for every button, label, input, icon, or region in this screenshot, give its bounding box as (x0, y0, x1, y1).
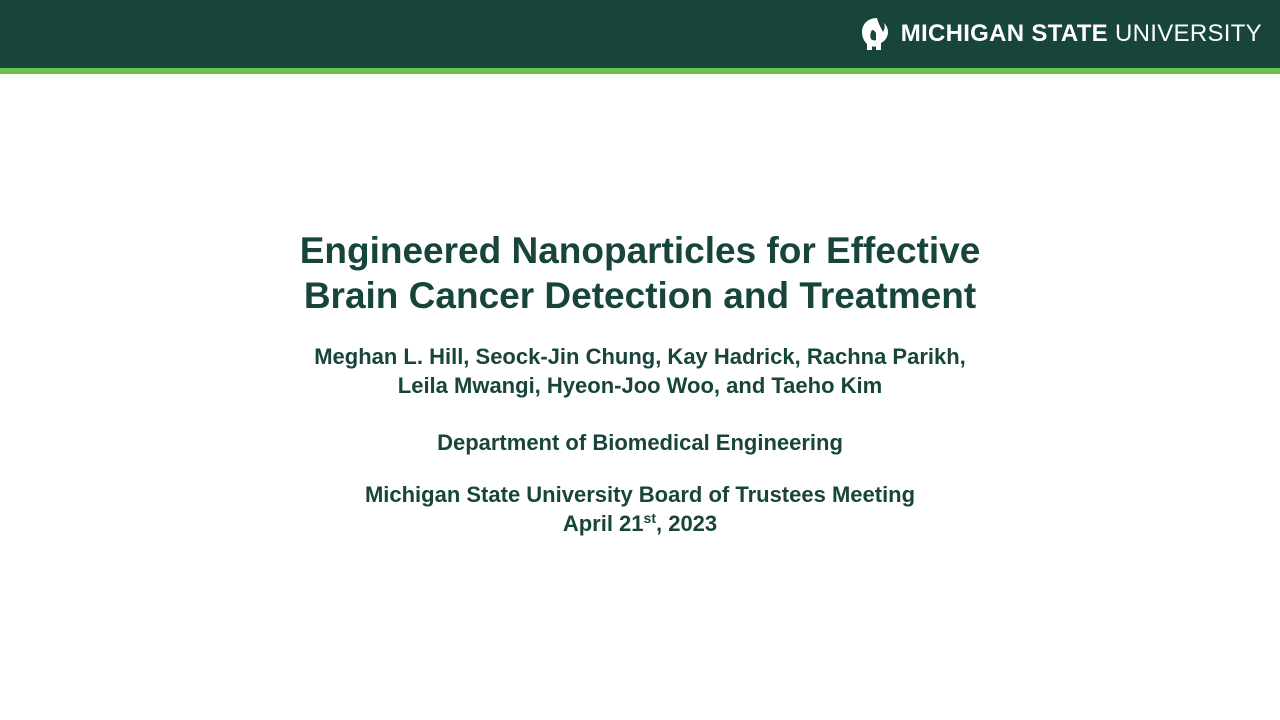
meeting-info (0, 480, 1280, 538)
meeting-name: Michigan State University Board of Trustees Meeting (364, 482, 916, 507)
title-line-1: Engineered Nanoparticles for Effective (299, 230, 981, 271)
date-ordinal: st (643, 510, 656, 526)
spartan-helmet-icon (859, 16, 891, 52)
slide-title (0, 228, 1280, 318)
authors-line-1: Meghan L. Hill, Seock-Jin Chung, Kay Hadrick, Rachna Parikh, (314, 344, 966, 369)
slide-content (0, 228, 1280, 538)
department-name: Department of Biomedical Engineering (437, 430, 843, 455)
accent-stripe (0, 68, 1280, 74)
wordmark-light: UNIVERSITY (1114, 20, 1262, 47)
wordmark-bold: MICHIGAN STATE (900, 20, 1108, 47)
author-list (0, 342, 1280, 400)
university-wordmark (901, 22, 1262, 46)
date-day: April 21 (562, 511, 644, 536)
title-line-2: Brain Cancer Detection and Treatment (303, 275, 977, 316)
authors-line-2: Leila Mwangi, Hyeon-Joo Woo, and Taeho Kim (397, 373, 883, 398)
meeting-date (0, 509, 1280, 538)
date-year: , 2023 (655, 511, 718, 536)
msu-logo (859, 14, 1262, 54)
